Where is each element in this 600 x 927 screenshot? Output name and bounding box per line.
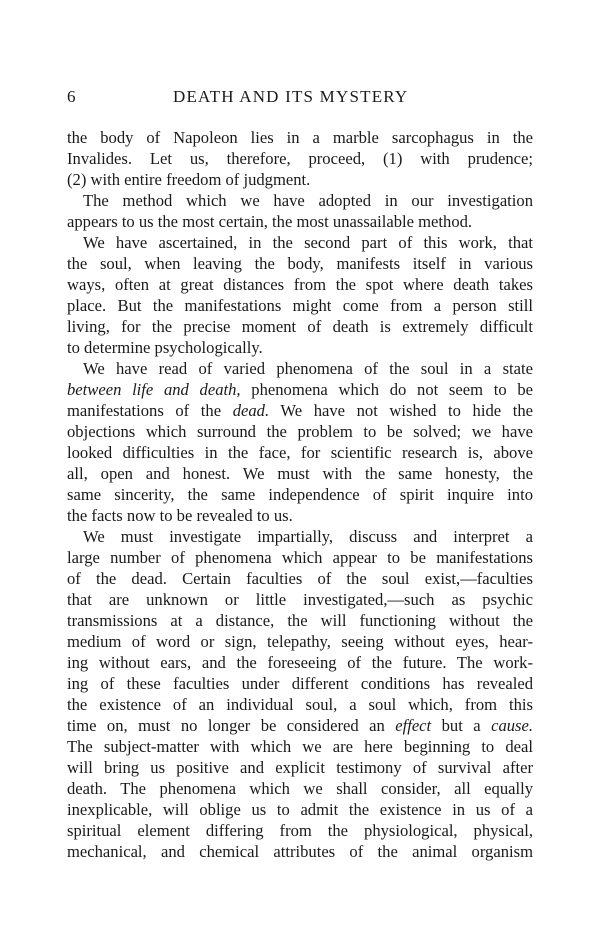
text-line: all, open and honest. We must with the same honesty, the: [67, 464, 533, 483]
text-line: transmissions at a distance, the will functioning without the: [67, 611, 533, 630]
text-line: Invalides. Let us, therefore, proceed, (1) with prudence;: [67, 149, 533, 168]
italic-text: effect: [395, 716, 432, 735]
text-line: We must investigate impartially, discuss and interpret a: [83, 527, 533, 546]
text-line: the facts now to be revealed to us.: [67, 506, 293, 525]
text-line: [67, 715, 533, 736]
text-line: ing without ears, and the foreseeing of the future. The work-: [67, 653, 533, 672]
text-line: objections which surround the problem to be solved; we have: [67, 422, 533, 441]
text-line: death. The phenomena which we shall consider, all equally: [67, 779, 533, 798]
text-line: that are unknown or little investigated,—such as psychic: [67, 590, 533, 609]
text-line: inexplicable, will oblige us to admit the existence in us of a: [67, 800, 533, 819]
body-text: [67, 127, 533, 862]
text-line: [67, 379, 533, 400]
text-line: large number of phenomena which appear to be manifestations: [67, 548, 533, 567]
text-line: [67, 400, 533, 421]
text-line: We have ascertained, in the second part of this work, that: [83, 233, 533, 252]
text-line: medium of word or sign, telepathy, seeing without eyes, hear-: [67, 632, 533, 651]
text-line: appears to us the most certain, the most unassailable method.: [67, 212, 473, 231]
text-line: living, for the precise moment of death is extremely difficult: [67, 317, 533, 336]
italic-text: between life and death,: [67, 380, 241, 399]
text-line: will bring us positive and explicit testimony of survival after: [67, 758, 533, 777]
text-line: spiritual element differing from the physiological, physical,: [67, 821, 533, 840]
text-segment: We have not wished to hide the: [269, 401, 533, 420]
text-line: the soul, when leaving the body, manifests itself in various: [67, 254, 533, 273]
text-line: ing of these faculties under different conditions has revealed: [67, 674, 533, 693]
text-line: The method which we have adopted in our investigation: [83, 191, 533, 210]
running-header: [67, 87, 533, 111]
text-line: of the dead. Certain faculties of the soul exist,—faculties: [67, 569, 533, 588]
text-line: to determine psychologically.: [67, 338, 263, 357]
text-segment: phenomena which do not seem to be: [240, 380, 533, 399]
page-number: 6: [67, 87, 77, 106]
text-line: the existence of an individual soul, a soul which, from this: [67, 695, 533, 714]
text-line: place. But the manifestations might come from a person still: [67, 296, 533, 315]
text-line: the body of Napoleon lies in a marble sarcophagus in the: [67, 128, 533, 147]
italic-text: cause.: [491, 716, 534, 735]
text-segment: manifestations of the: [67, 401, 233, 420]
italic-text: dead.: [232, 401, 270, 420]
text-line: looked difficulties in the face, for scientific research is, above: [67, 443, 533, 462]
text-line: (2) with entire freedom of judgment.: [67, 170, 311, 189]
text-line: ways, often at great distances from the spot where death takes: [67, 275, 533, 294]
text-segment: time on, must no longer be considered an: [67, 716, 396, 735]
text-line: same sincerity, the same independence of spirit inquire into: [67, 485, 533, 504]
text-segment: but a: [431, 716, 492, 735]
running-title: DEATH AND ITS MYSTERY: [173, 87, 409, 106]
text-line: We have read of varied phenomena of the soul in a state: [83, 359, 533, 378]
text-line: The subject-matter with which we are here beginning to deal: [67, 737, 533, 756]
text-line: mechanical, and chemical attributes of the animal organism: [67, 842, 533, 861]
